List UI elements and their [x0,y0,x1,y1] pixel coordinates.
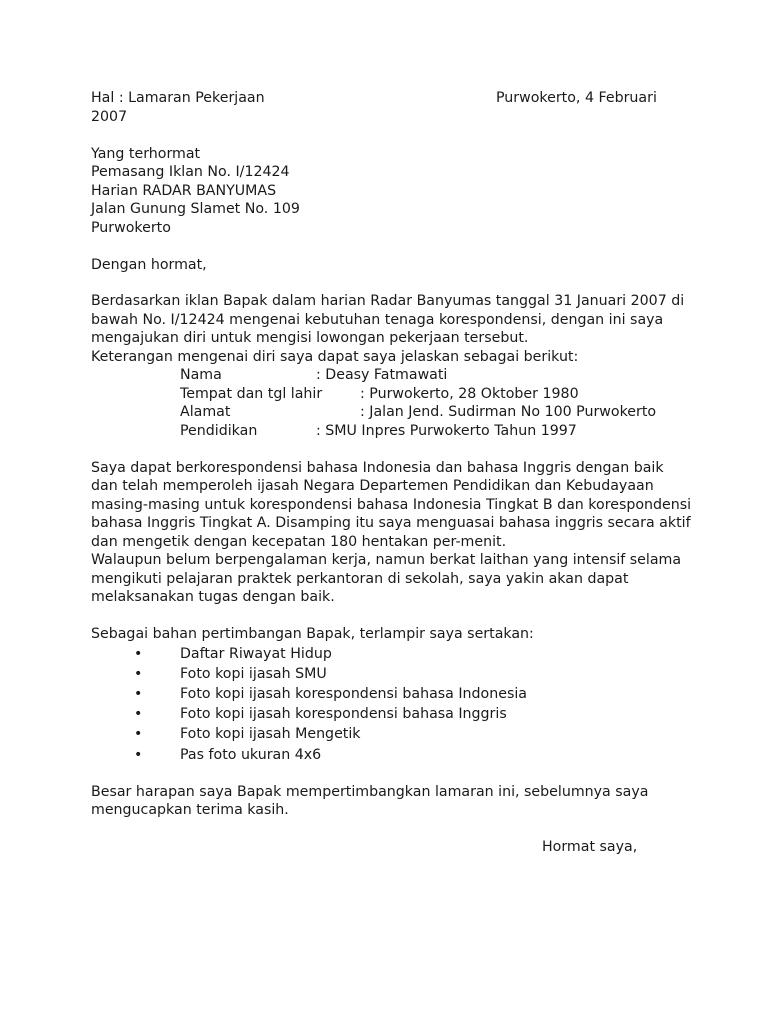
recipient-line: Yang terhormat [91,146,201,162]
signoff: Hormat saya, [542,839,638,855]
attachment-item: Foto kopi ijasah korespondensi bahasa Indonesia [180,686,527,702]
bullet-icon: • [134,686,143,702]
attachment-item: Foto kopi ijasah korespondensi bahasa Inggris [180,706,507,722]
attachment-item: Daftar Riwayat Hidup [180,646,332,662]
attachment-item: Pas foto ukuran 4x6 [180,747,322,763]
field-label-ttl: Tempat dan tgl lahir [180,386,323,402]
greeting: Dengan hormat, [91,257,207,273]
intro-line: Berdasarkan iklan Bapak dalam harian Radar Banyumas tanggal 31 Januari 2007 di [91,293,685,309]
field-value-alamat: : Jalan Jend. Sudirman No 100 Purwokerto [360,404,657,420]
body-line: dan telah memperoleh ijasah Negara Departemen Pendidikan dan Kebudayaan [91,478,654,494]
field-label-alamat: Alamat [180,404,231,420]
bullet-icon: • [134,646,143,662]
field-value-ttl: : Purwokerto, 28 Oktober 1980 [360,386,579,402]
body-line: masing-masing untuk korespondensi bahasa Indonesia Tingkat B dan korespondensi [91,497,692,513]
recipient-line: Purwokerto [91,220,171,236]
intro-line: bawah No. I/12424 mengenai kebutuhan tenaga korespondensi, dengan ini saya [91,312,664,328]
body-line: Saya dapat berkorespondensi bahasa Indonesia dan bahasa Inggris dengan baik [91,460,664,476]
field-label-nama: Nama [180,367,222,383]
attachment-item: Foto kopi ijasah SMU [180,666,327,682]
subject-line: Hal : Lamaran Pekerjaan [91,90,265,106]
field-value-pendidikan: : SMU Inpres Purwokerto Tahun 1997 [316,423,577,439]
place-date: Purwokerto, 4 Februari [496,90,657,106]
closing-line: mengucapkan terima kasih. [91,802,289,818]
bullet-icon: • [134,747,143,763]
attachment-item: Foto kopi ijasah Mengetik [180,726,361,742]
recipient-line: Jalan Gunung Slamet No. 109 [91,201,300,217]
field-value-nama: : Deasy Fatmawati [316,367,448,383]
bullet-icon: • [134,666,143,682]
intro-line: mengajukan diri untuk mengisi lowongan pekerjaan tersebut. [91,330,529,346]
body-line: melaksanakan tugas dengan baik. [91,589,335,605]
attachments-intro: Sebagai bahan pertimbangan Bapak, terlampir saya sertakan: [91,626,534,642]
body-line: Walaupun belum berpengalaman kerja, namun berkat laithan yang intensif selama [91,552,682,568]
date-year: 2007 [91,109,128,125]
recipient-line: Harian RADAR BANYUMAS [91,183,277,199]
bullet-icon: • [134,706,143,722]
recipient-line: Pemasang Iklan No. I/12424 [91,164,290,180]
body-line: bahasa Inggris Tingkat A. Disamping itu saya menguasai bahasa inggris secara aktif [91,515,691,531]
body-line: dan mengetik dengan kecepatan 180 hentakan per-menit. [91,534,507,550]
body-line: mengikuti pelajaran praktek perkantoran di sekolah, saya yakin akan dapat [91,571,629,587]
closing-line: Besar harapan saya Bapak mempertimbangkan lamaran ini, sebelumnya saya [91,784,649,800]
intro-line: Keterangan mengenai diri saya dapat saya jelaskan sebagai berikut: [91,349,579,365]
bullet-icon: • [134,726,143,742]
field-label-pendidikan: Pendidikan [180,423,258,439]
